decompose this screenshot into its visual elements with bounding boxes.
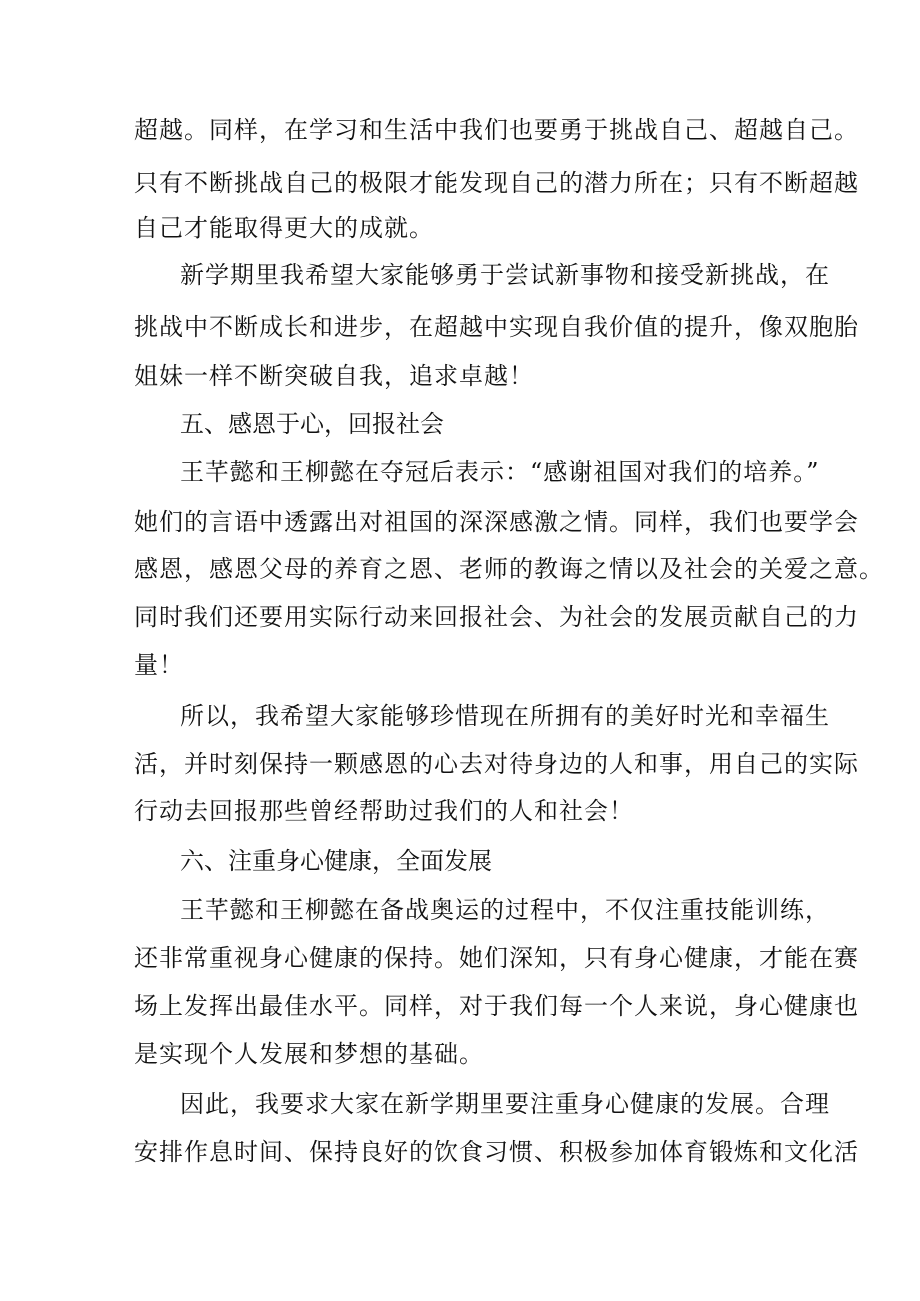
text-line: 行动去回报那些曾经帮助过我们的人和社会！ (134, 797, 634, 825)
text-line: 是实现个人发展和梦想的基础。 (134, 1040, 484, 1068)
paragraph-first-line: 王芊懿和王柳懿在夺冠后表示：“感谢祖国对我们的培养。” (180, 458, 820, 486)
section-heading: 六、注重身心健康，全面发展 (180, 847, 492, 875)
paragraph-first-line: 所以，我希望大家能够珍惜现在所拥有的美好时光和幸福生 (180, 702, 830, 730)
text-line: 超越。同样，在学习和生活中我们也要勇于挑战自己、超越自己。 (134, 116, 859, 144)
text-line: 她们的言语中透露出对祖国的深深感激之情。同样，我们也要学会 (134, 508, 859, 536)
text-line: 姐妹一样不断突破自我，追求卓越！ (134, 362, 534, 390)
paragraph-first-line: 因此，我要求大家在新学期里要注重身心健康的发展。合理 (180, 1090, 830, 1118)
text-line: 场上发挥出最佳水平。同样，对于我们每一个人来说，身心健康也 (134, 992, 859, 1020)
text-line: 挑战中不断成长和进步，在超越中实现自我价值的提升，像双胞胎 (134, 313, 859, 341)
text-line: 只有不断挑战自己的极限才能发现自己的潜力所在；只有不断超越 (134, 169, 859, 197)
text-line: 还非常重视身心健康的保持。她们深知，只有身心健康，才能在赛 (134, 944, 859, 972)
paragraph-first-line: 王芊懿和王柳懿在备战奥运的过程中，不仅注重技能训练， (180, 896, 830, 924)
text-line: 同时我们还要用实际行动来回报社会、为社会的发展贡献自己的力 (134, 603, 859, 631)
section-heading: 五、感恩于心，回报社会 (180, 410, 444, 438)
text-line: 量！ (134, 651, 184, 679)
text-line: 感恩，感恩父母的养育之恩、老师的教诲之情以及社会的关爱之意。 (134, 555, 884, 583)
text-line: 安排作息时间、保持良好的饮食习惯、积极参加体育锻炼和文化活 (134, 1138, 859, 1166)
text-line: 活，并时刻保持一颗感恩的心去对待身边的人和事，用自己的实际 (134, 750, 859, 778)
paragraph-first-line: 新学期里我希望大家能够勇于尝试新事物和接受新挑战，在 (180, 261, 830, 289)
text-line: 自己才能取得更大的成就。 (134, 214, 434, 242)
